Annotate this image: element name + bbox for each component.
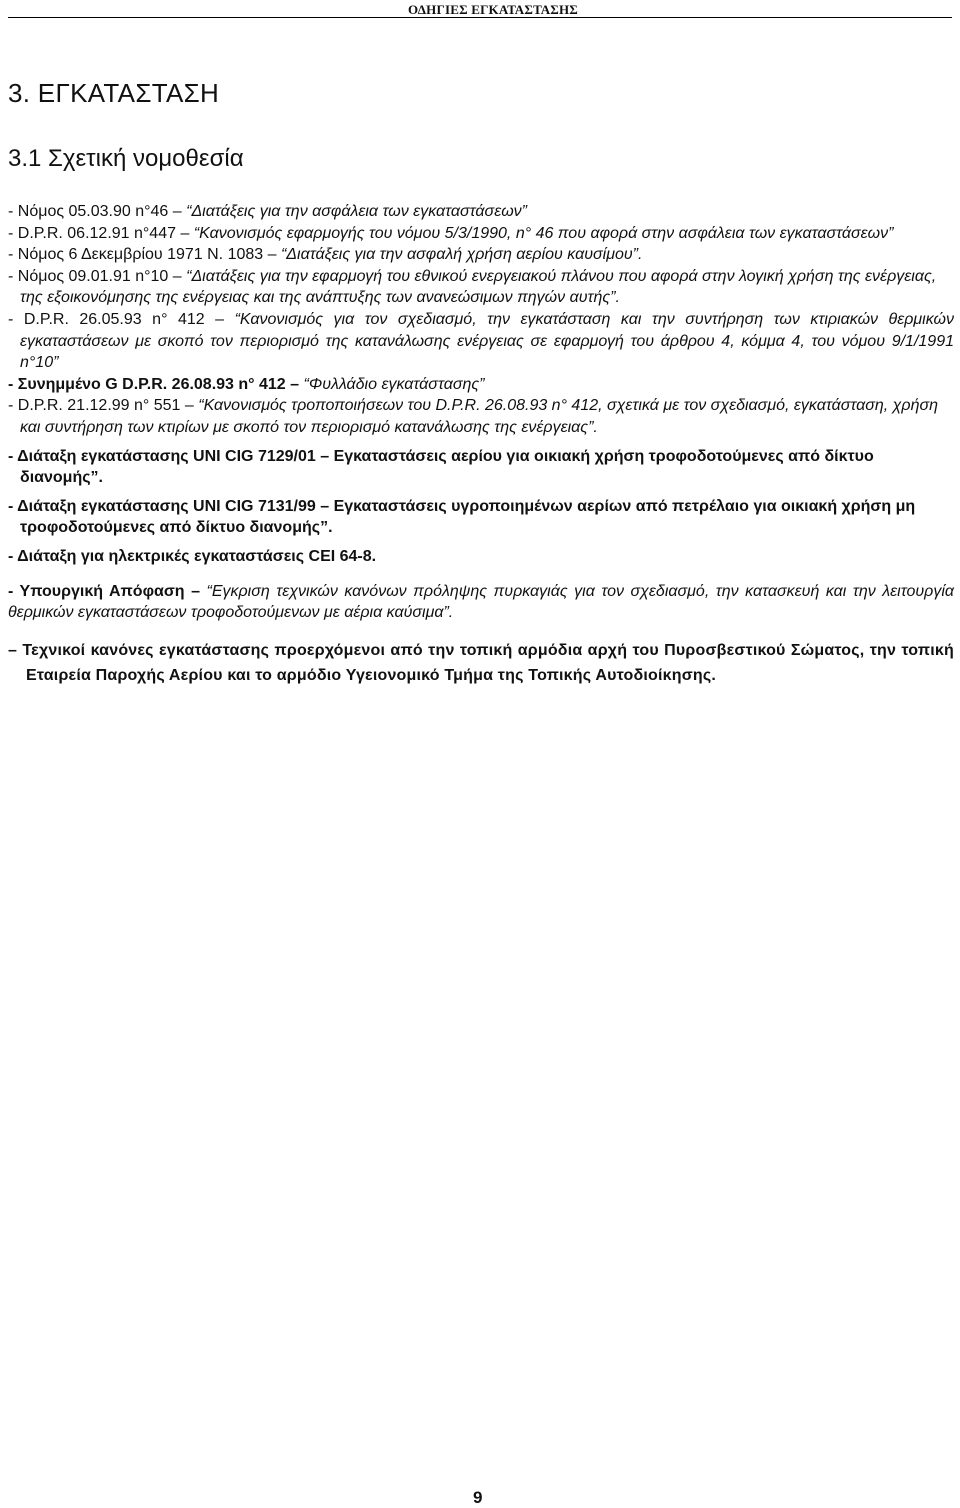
list-item (8, 395, 954, 438)
item-lead: - Συνημμένο G D.P.R. 26.08.93 n° 412 – (8, 375, 304, 393)
list-item (8, 244, 954, 266)
ministerial-decision (8, 581, 954, 624)
item-text: “Διατάξεις για την ασφάλεια των εγκαταστάσεων” (186, 203, 528, 220)
item-lead: - D.P.R. 26.05.93 n° 412 – (8, 310, 235, 328)
ministerial-text: “Εγκριση τεχνικών κανόνων πρόληψης πυρκαγιάς για τον σχεδιασμό, την κατασκευή και την λειτουργία θερμικών εγκαταστάσεων τροφοδοτούμενων με αέρια καύσιμα”. (8, 582, 955, 622)
uni-cig-7131-item: - Διάταξη εγκατάστασης UNI CIG 7131/99 – Εγκαταστάσεις υγροποιημένων αερίων από πετρέλαιο για οικιακή χρήση μη τροφοδοτούμενες από δίκτυο διανομής”. (8, 497, 916, 537)
section-title: 3. ΕΓΚΑΤΑΣΤΑΣΗ (8, 78, 220, 108)
item-text: “Διατάξεις για την ασφαλή χρήση αερίου καυσίμου”. (280, 246, 643, 264)
item-text: “Κανονισμός τροποποιήσεων του D.P.R. 26.08.93 n° 412, σχετικά με τον σχεδιασμό, εγκατάσταση, χρήση και συντήρηση των κτιρίων με σκοπό τον περιορισμό κατανάλωσης της ενέργειας”. (20, 397, 938, 436)
technical-rules: – Τεχνικοί κανόνες εγκατάστασης προερχόμενοι από την τοπική αρμόδια αρχή του Πυροσβεστικού Σώματος, την τοπική Εταιρεία Παροχής Αερίου και το αρμόδιο Υγειονομικό Τμήμα της Τοπικής Αυτοδιοίκησης. (8, 641, 954, 684)
item-lead: - D.P.R. 21.12.99 n° 551 – (8, 397, 199, 415)
header-divider (8, 17, 952, 18)
item-lead: - Νόμος 05.03.90 n°46 – (8, 203, 187, 220)
uni-cig-7129-item: - Διάταξη εγκατάστασης UNI CIG 7129/01 – Εγκαταστάσεις αερίου για οικιακή χρήση τροφοδοτούμενες από δίκτυο διανομής”. (8, 447, 874, 487)
page-number: 9 (473, 1488, 483, 1507)
running-header: ΟΔΗΓΙΕΣ ΕΓΚΑΤΑΣΤΑΣΗΣ (407, 2, 578, 17)
item-text: “Κανονισμός για τον σχεδιασμό, την εγκατάσταση και την συντήρηση των κτιριακών θερμικών εγκαταστάσεων με σκοπό τον περιορισμό της κατανάλωσης ενέργειας σε εφαρμογή του άρθρου 4, κόμμα 4, του νόμου 9/1/1991 n°10” (20, 310, 955, 372)
item-lead: - Νόμος 6 Δεκεμβρίου 1971 N. 1083 – (8, 246, 281, 264)
ministerial-lead: - Υπουργική Απόφαση – (8, 582, 207, 600)
list-item (8, 374, 954, 396)
item-text: “Φυλλάδιο εγκατάστασης” (303, 375, 485, 393)
list-item (8, 309, 954, 374)
list-item (8, 201, 954, 223)
section-subtitle: 3.1 Σχετική νομοθεσία (8, 145, 244, 172)
item-lead: - D.P.R. 06.12.91 n°447 – (8, 224, 194, 242)
item-lead: - Νόμος 09.01.91 n°10 – (8, 267, 187, 285)
item-text: “Διατάξεις για την εφαρμογή του εθνικού ενεργειακού πλάνου που αφορά στην λογική χρήση της ενέργειας, της εξοικονόμησης της ενέργειας και της ανάπτυξης των ανανεώσιμων πηγών αυτής”. (20, 267, 937, 307)
legislation-list (8, 201, 954, 688)
item-text: “Κανονισμός εφαρμογής του νόμου 5/3/1990, n° 46 που αφορά στην ασφάλεια των εγκαταστάσεων” (193, 224, 894, 242)
list-item (8, 266, 954, 309)
cei-64-8-item: - Διάταξη για ηλεκτρικές εγκαταστάσεις CEI 64-8. (8, 547, 377, 565)
list-item (8, 223, 954, 245)
